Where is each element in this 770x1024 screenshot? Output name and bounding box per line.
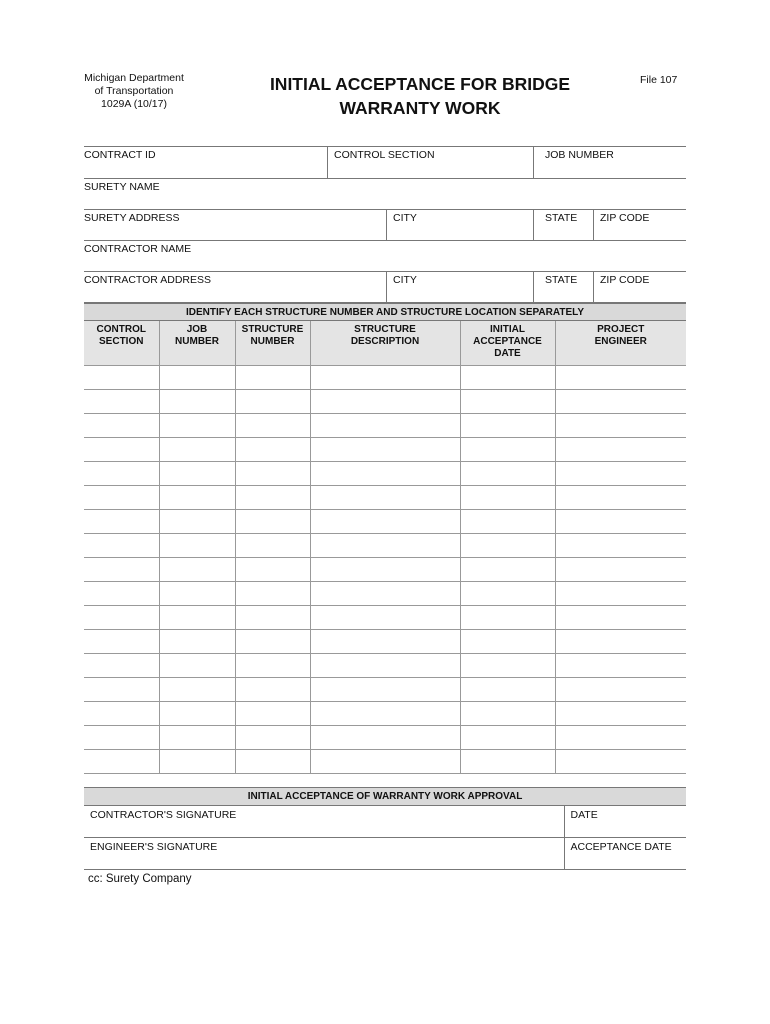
- form-row-contract: [84, 146, 686, 178]
- table-cell[interactable]: [555, 702, 686, 726]
- table-cell[interactable]: [555, 366, 686, 390]
- table-cell[interactable]: [84, 510, 159, 534]
- table-row: [84, 510, 686, 534]
- column-header-line: DESCRIPTION: [350, 336, 420, 347]
- table-cell[interactable]: [235, 630, 310, 654]
- table-cell[interactable]: [310, 486, 460, 510]
- table-cell[interactable]: [84, 558, 159, 582]
- table-cell[interactable]: [84, 606, 159, 630]
- table-cell[interactable]: [235, 486, 310, 510]
- column-header: [460, 321, 555, 366]
- table-row: [84, 534, 686, 558]
- table-cell[interactable]: [159, 630, 235, 654]
- form-row-contractor-address: [84, 271, 686, 303]
- table-cell[interactable]: [84, 678, 159, 702]
- table-cell[interactable]: [235, 726, 310, 750]
- table-row: [84, 462, 686, 486]
- table-cell[interactable]: [460, 702, 555, 726]
- table-cell[interactable]: [159, 534, 235, 558]
- table-cell[interactable]: [159, 462, 235, 486]
- table-cell[interactable]: [310, 726, 460, 750]
- table-cell[interactable]: [310, 582, 460, 606]
- table-cell[interactable]: [460, 390, 555, 414]
- table-cell[interactable]: [310, 390, 460, 414]
- contractor-city-field[interactable]: CITY: [386, 272, 533, 302]
- table-cell[interactable]: [84, 654, 159, 678]
- column-header-line: NUMBER: [175, 336, 219, 347]
- agency-line: Michigan Department: [84, 72, 184, 84]
- table-cell[interactable]: [235, 366, 310, 390]
- table-cell[interactable]: [555, 630, 686, 654]
- table-cell[interactable]: [159, 606, 235, 630]
- surety-address-field[interactable]: SURETY ADDRESS: [84, 212, 180, 224]
- table-cell[interactable]: [555, 726, 686, 750]
- column-header-line: DATE: [494, 348, 521, 359]
- contractor-state-field[interactable]: STATE: [533, 272, 593, 302]
- table-cell[interactable]: [555, 654, 686, 678]
- control-section-field[interactable]: CONTROL SECTION: [327, 147, 533, 178]
- table-cell[interactable]: [460, 678, 555, 702]
- table-cell[interactable]: [159, 678, 235, 702]
- table-cell[interactable]: [310, 750, 460, 774]
- table-cell[interactable]: [84, 630, 159, 654]
- agency-line: of Transportation: [94, 85, 174, 97]
- contractor-address-field[interactable]: CONTRACTOR ADDRESS: [84, 274, 211, 286]
- cc-note: cc: Surety Company: [88, 873, 192, 885]
- table-cell[interactable]: [460, 750, 555, 774]
- column-header-line: INITIAL: [490, 324, 525, 335]
- table-cell[interactable]: [159, 702, 235, 726]
- table-cell[interactable]: [310, 462, 460, 486]
- contract-id-field[interactable]: CONTRACT ID: [84, 149, 156, 161]
- contractor-zip-field[interactable]: ZIP CODE: [593, 272, 686, 302]
- table-cell[interactable]: [235, 606, 310, 630]
- column-header: [159, 321, 235, 366]
- approval-row-engineer: [84, 838, 686, 870]
- table-cell[interactable]: [159, 390, 235, 414]
- table-cell[interactable]: [555, 390, 686, 414]
- form-title: [230, 72, 610, 120]
- table-cell[interactable]: [460, 726, 555, 750]
- column-header: [84, 321, 159, 366]
- table-cell[interactable]: [555, 606, 686, 630]
- table-cell[interactable]: [235, 582, 310, 606]
- table-row: [84, 486, 686, 510]
- table-cell[interactable]: [159, 582, 235, 606]
- acceptance-date-field[interactable]: ACCEPTANCE DATE: [564, 838, 686, 870]
- form-row-surety-name: [84, 178, 686, 209]
- table-cell[interactable]: [460, 462, 555, 486]
- table-row: [84, 702, 686, 726]
- table-cell[interactable]: [310, 366, 460, 390]
- surety-state-field[interactable]: STATE: [533, 210, 593, 240]
- table-row: [84, 582, 686, 606]
- table-cell[interactable]: [84, 366, 159, 390]
- date-field[interactable]: DATE: [564, 806, 686, 838]
- approval-row-contractor: [84, 806, 686, 838]
- table-cell[interactable]: [84, 486, 159, 510]
- table-cell[interactable]: [159, 366, 235, 390]
- table-cell[interactable]: [84, 390, 159, 414]
- table-cell[interactable]: [84, 750, 159, 774]
- table-cell[interactable]: [235, 414, 310, 438]
- table-row: [84, 750, 686, 774]
- table-cell[interactable]: [460, 630, 555, 654]
- table-cell[interactable]: [84, 414, 159, 438]
- approval-table: [84, 787, 686, 870]
- table-cell[interactable]: [84, 438, 159, 462]
- contractor-signature-field[interactable]: CONTRACTOR'S SIGNATURE: [84, 806, 564, 838]
- table-cell[interactable]: [235, 558, 310, 582]
- surety-zip-field[interactable]: ZIP CODE: [593, 210, 686, 240]
- table-cell[interactable]: [460, 414, 555, 438]
- column-header-line: CONTROL: [96, 324, 146, 335]
- column-header-line: STRUCTURE: [354, 324, 416, 335]
- title-line: WARRANTY WORK: [339, 98, 501, 118]
- table-cell[interactable]: [310, 654, 460, 678]
- table-cell[interactable]: [159, 558, 235, 582]
- table-cell[interactable]: [159, 726, 235, 750]
- table-cell[interactable]: [310, 510, 460, 534]
- table-cell[interactable]: [555, 534, 686, 558]
- column-header-line: STRUCTURE: [241, 324, 304, 335]
- structures-table: [84, 303, 686, 774]
- table-row: [84, 654, 686, 678]
- table-cell[interactable]: [235, 390, 310, 414]
- table-cell[interactable]: [159, 486, 235, 510]
- table-cell[interactable]: [84, 462, 159, 486]
- table-cell[interactable]: [555, 414, 686, 438]
- structures-column-headers: [84, 321, 686, 366]
- table-row: [84, 726, 686, 750]
- column-header: [555, 321, 686, 366]
- table-cell[interactable]: [555, 510, 686, 534]
- contractor-name-field[interactable]: CONTRACTOR NAME: [84, 243, 192, 255]
- table-cell[interactable]: [235, 654, 310, 678]
- table-cell[interactable]: [235, 438, 310, 462]
- table-cell[interactable]: [84, 726, 159, 750]
- table-cell[interactable]: [235, 510, 310, 534]
- column-header-line: JOB: [186, 324, 208, 335]
- table-cell[interactable]: [460, 582, 555, 606]
- table-row: [84, 438, 686, 462]
- table-cell[interactable]: [159, 750, 235, 774]
- table-row: [84, 390, 686, 414]
- table-cell[interactable]: [310, 606, 460, 630]
- table-cell[interactable]: [310, 534, 460, 558]
- table-cell[interactable]: [555, 438, 686, 462]
- engineer-signature-field[interactable]: ENGINEER'S SIGNATURE: [84, 838, 564, 870]
- column-header-line: ACCEPTANCE: [473, 336, 542, 347]
- table-cell[interactable]: [159, 414, 235, 438]
- form-row-surety-address: [84, 209, 686, 240]
- file-number: File 107: [640, 74, 678, 86]
- table-cell[interactable]: [310, 678, 460, 702]
- column-header: [310, 321, 460, 366]
- table-cell[interactable]: [460, 486, 555, 510]
- table-row: [84, 558, 686, 582]
- table-cell[interactable]: [460, 366, 555, 390]
- table-cell[interactable]: [460, 606, 555, 630]
- table-row: [84, 606, 686, 630]
- title-line: INITIAL ACCEPTANCE FOR BRIDGE: [269, 74, 571, 94]
- table-cell[interactable]: [310, 438, 460, 462]
- table-cell[interactable]: [460, 438, 555, 462]
- table-cell[interactable]: [159, 654, 235, 678]
- column-header: [235, 321, 310, 366]
- column-header-line: ENGINEER: [594, 336, 647, 347]
- approval-band-header: INITIAL ACCEPTANCE OF WARRANTY WORK APPROVAL: [84, 788, 686, 806]
- table-cell[interactable]: [159, 510, 235, 534]
- table-cell[interactable]: [235, 534, 310, 558]
- table-cell[interactable]: [84, 702, 159, 726]
- surety-name-field[interactable]: SURETY NAME: [84, 181, 160, 193]
- job-number-field[interactable]: JOB NUMBER: [533, 147, 686, 178]
- table-cell[interactable]: [235, 702, 310, 726]
- table-row: [84, 630, 686, 654]
- table-cell[interactable]: [555, 558, 686, 582]
- table-cell[interactable]: [555, 462, 686, 486]
- table-cell[interactable]: [555, 678, 686, 702]
- column-header-line: SECTION: [99, 336, 144, 347]
- table-cell[interactable]: [84, 582, 159, 606]
- table-cell[interactable]: [310, 558, 460, 582]
- form-row-contractor-name: [84, 240, 686, 271]
- agency-block: [78, 72, 190, 111]
- surety-city-field[interactable]: CITY: [386, 210, 533, 240]
- form-number: 1029A (10/17): [101, 98, 167, 110]
- table-cell[interactable]: [555, 750, 686, 774]
- table-cell[interactable]: [460, 558, 555, 582]
- table-cell[interactable]: [460, 510, 555, 534]
- table-cell[interactable]: [460, 534, 555, 558]
- table-cell[interactable]: [460, 654, 555, 678]
- column-header-line: NUMBER: [250, 336, 295, 347]
- contract-info-form: [84, 146, 686, 303]
- table-row: [84, 678, 686, 702]
- table-cell[interactable]: [310, 702, 460, 726]
- column-header-line: PROJECT: [597, 324, 645, 335]
- table-cell[interactable]: [84, 534, 159, 558]
- structures-band-header: IDENTIFY EACH STRUCTURE NUMBER AND STRUCTURE LOCATION SEPARATELY: [84, 304, 686, 321]
- table-cell[interactable]: [555, 486, 686, 510]
- table-cell[interactable]: [235, 750, 310, 774]
- table-cell[interactable]: [235, 678, 310, 702]
- table-row: [84, 366, 686, 390]
- table-cell[interactable]: [159, 438, 235, 462]
- table-cell[interactable]: [310, 414, 460, 438]
- table-cell[interactable]: [235, 462, 310, 486]
- table-cell[interactable]: [555, 582, 686, 606]
- table-row: [84, 414, 686, 438]
- table-cell[interactable]: [310, 630, 460, 654]
